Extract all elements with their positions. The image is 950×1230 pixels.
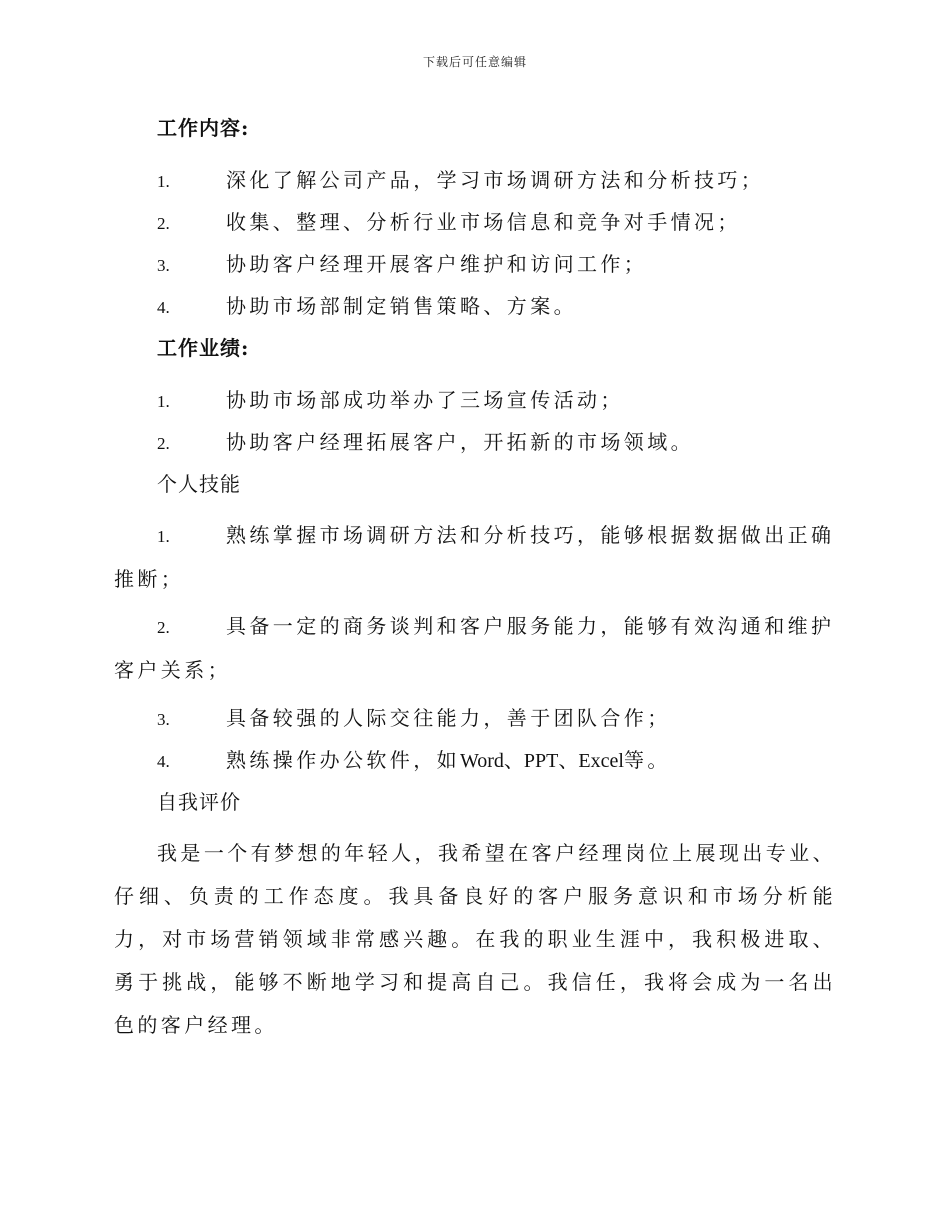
personal-skills-list [114, 514, 836, 776]
list-item [114, 605, 836, 692]
document-content [114, 112, 836, 1047]
list-item-text: 协助客户经理拓展客户，开拓新的市场领域。 [226, 430, 694, 454]
list-item-text [226, 748, 671, 772]
list-item [114, 248, 836, 280]
list-item-number: 3. [157, 256, 170, 275]
list-item-number: 1. [157, 172, 170, 191]
list-item-text: 具备一定的商务谈判和客户服务能力，能够有效沟通和维护客户关系； [114, 614, 835, 682]
list-item-number: 2. [157, 434, 170, 453]
list-item-text: 收集、整理、分析行业市场信息和竞争对手情况； [226, 210, 741, 234]
section-title-self-evaluation: 自我评价 [157, 790, 241, 814]
list-item-text: 熟练掌握市场调研方法和分析技巧，能够根据数据做出正确推断； [114, 523, 835, 591]
list-item-number: 2. [157, 214, 170, 233]
list-item-text: 协助客户经理开展客户维护和访问工作； [226, 252, 648, 276]
self-evaluation-paragraph: 我是一个有梦想的年轻人，我希望在客户经理岗位上展现出专业、仔细、负责的工作态度。我具备良好的客户服务意识和市场分析能力，对市场营销领域非常感兴趣。在我的职业生涯中，我积极进取、勇于挑战，能够不断地学习和提高自己。我信任，我将会成为一名出色的客户经理。 [114, 841, 836, 1037]
list-item-number: 4. [157, 752, 170, 771]
header-note: 下载后可任意编辑 [422, 55, 527, 69]
list-item [114, 702, 836, 734]
list-item-number: 4. [157, 298, 170, 317]
list-item [114, 164, 836, 196]
list-item-number: 2. [157, 618, 170, 637]
section-title-work-content: 工作内容: [157, 116, 250, 140]
list-item [114, 290, 836, 322]
section-title-work-achievements: 工作业绩: [157, 336, 250, 360]
list-item-number: 1. [157, 527, 170, 546]
list-item-text-before: 熟练操作办公软件，如 [226, 748, 460, 772]
list-item-text: 具备较强的人际交往能力，善于团队合作； [226, 706, 671, 730]
list-item [114, 384, 836, 416]
list-item-text: 深化了解公司产品，学习市场调研方法和分析技巧； [226, 168, 765, 192]
list-item [114, 206, 836, 238]
list-item-text: 协助市场部成功举办了三场宣传活动； [226, 388, 624, 412]
work-achievements-list [114, 384, 836, 458]
section-title-personal-skills: 个人技能 [157, 472, 241, 496]
list-item-number: 1. [157, 392, 170, 411]
list-item [114, 514, 836, 601]
software-names: Word、PPT、Excel [460, 750, 624, 772]
list-item-text: 协助市场部制定销售策略、方案。 [226, 294, 577, 318]
work-content-list [114, 164, 836, 322]
list-item-text-after: 等。 [623, 748, 671, 772]
list-item [114, 744, 836, 776]
list-item-number: 3. [157, 710, 170, 729]
list-item [114, 426, 836, 458]
